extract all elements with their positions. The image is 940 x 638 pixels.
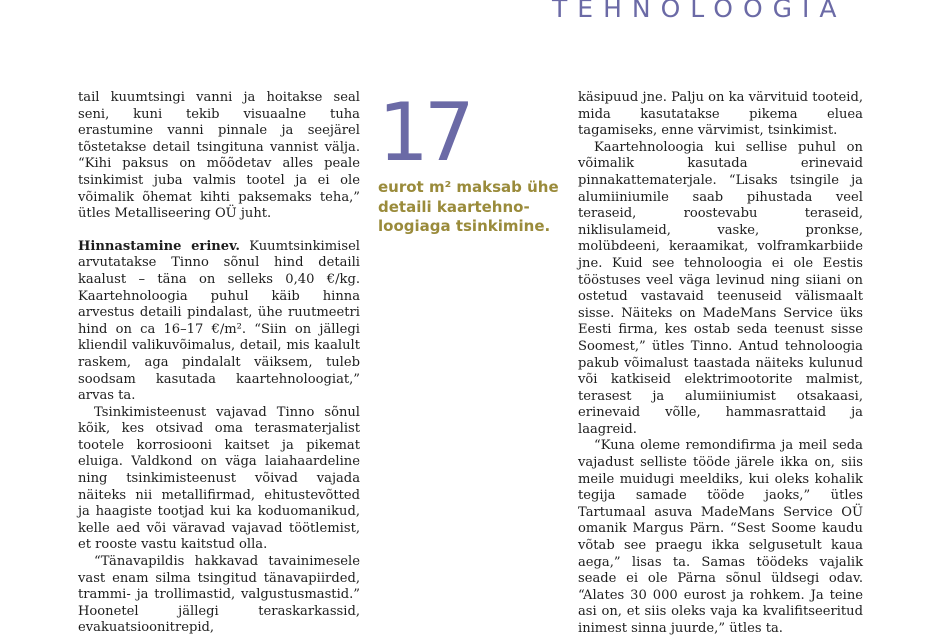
paragraph-text: Kuumtsinkimisel arvutatakse Tinno sõnul hind detaili kaalust – täna on selleks 0,40 €/kg. Kaartehnoloogia puhul käib hinna arvestus detaili pindalast, ühe ruutmeetri hind on ca 16–17 €/m². “Siin on jällegi kliendil valikuvõimalus, detail, mis kaalult raskem, aga pindalalt väiksem, tuleb soodsam kasutada kaartehnoloogiat,” arvas ta. bbox=[78, 238, 360, 404]
pull-quote-number: 17 bbox=[378, 86, 470, 179]
paragraph: Tsinkimisteenust vajavad Tinno sõnul kõik, kes otsivad oma terasmaterjalist tootele korrosiooni kaitset ja pikemat eluiga. Valdkond on väga laiahaardeline ning tsinkimisteenust võivad vajada näiteks nii metallifirmad, ehitustevõtted ja haagiste tootjad kui ka koduomanikud, kelle aed või väravad vajavad töötlemist, et rooste vastu kaitstud olla. bbox=[78, 404, 360, 553]
section-title: TEHNOLOOGIA bbox=[552, 0, 847, 23]
subheading: Hinnastamine erinev. bbox=[78, 238, 240, 254]
paragraph: tail kuumtsingi vanni ja hoitakse seal seni, kuni tekib visuaalne tuha erastumine vanni pinnale ja seejärel tõstetakse detail tsingituna vannist välja. “Kihi paksus on mõõdetav alles peale tsinkimist juba valmis tootel ja ei ole võimalik õhemat kihti paksemaks teha,” ütles Metalliseering OÜ juht. bbox=[78, 90, 360, 222]
paragraph bbox=[78, 239, 360, 405]
paragraph: “Tänavapildis hakkavad tavainimesele vast enam silma tsingitud tänavapiirded, trammi- ja trollimastid, valgustusmastid.” Hoonetel jällegi teraskarkassid, evakuatsioonitrepid, bbox=[78, 554, 360, 636]
paragraph: käsipuud jne. Palju on ka värvituid tooteid, mida kasutatakse pikema eluea tagamiseks, enne värvimist, tsinkimist. bbox=[578, 90, 863, 139]
paragraph: Kaartehnoloogia kui sellise puhul on võimalik kasutada erinevaid pinnakattematerjale. “Lisaks tsingile ja alumiiniumile saab pihustada veel teraseid, roostevabu teraseid, niklisulameid, vaske, pronkse, molübdeeni, keraamikat, volframkarbiide jne. Kuid see tehnoloogia ei ole Eestis tööstuses veel väga levinud ning siiani on ostetud vastavaid teenuseid välismaalt sisse. Näiteks on MadeMans Service üks Eesti firma, kes ostab seda teenust sisse Soomest,” ütles Tinno. Antud tehnoloogia pakub võimalust taastada näiteks kulunud või katkiseid elektrimootorite malmist, terasest ja alumiiniumist otsakaasi, erinevaid võlle, hammasrattaid ja laagreid. bbox=[578, 139, 863, 437]
paragraph: “Kuna oleme remondifirma ja meil seda vajadust selliste tööde järele ikka on, siis meile muidugi meeldiks, kui oleks kohalik tegija samade tööde jaoks,” ütles Tartumaal asuva MadeMans Service OÜ omanik Margus Pärn. “Sest Soome kaudu võtab see praegu ikka selgusetult kaua aega,” lisas ta. Samas töödeks vajalik seade ei ole Pärna sõnul üldsegi odav. “Alates 30 000 eurost ja rohkem. Ja teine asi on, et siis oleks vaja ka kvalifitseeritud inimest sinna juurde,” ütles ta. bbox=[578, 438, 863, 636]
article-column-left bbox=[78, 90, 360, 637]
pull-quote bbox=[378, 86, 564, 237]
pull-quote-text: eurot m² maksab ühe detaili kaartehno-loogiaga tsinkimine. bbox=[378, 178, 559, 235]
article-column-right bbox=[578, 90, 863, 638]
